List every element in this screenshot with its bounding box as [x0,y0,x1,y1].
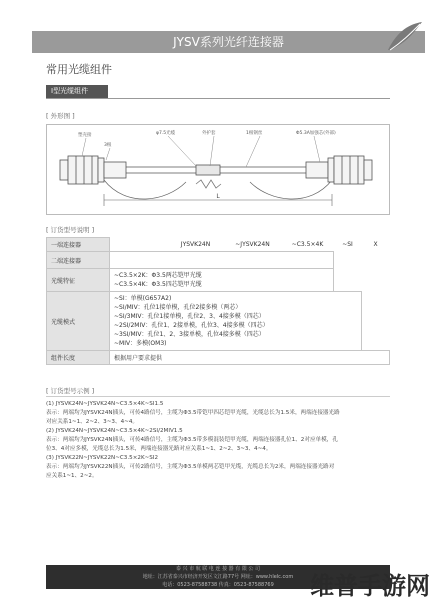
example-line: (1) JYSVK24N~JYSVK24N~C3.5×4K~SI1.5 [46,401,164,407]
example-line: 对应关系1~1、2~2、3~3、4~4。 [46,419,138,425]
code-cable: ~C3.5×4K [291,240,324,248]
section-divider [46,98,390,99]
mode-option: ~SI：单模(G657A2) [114,295,172,302]
table-row [47,238,390,252]
example-line: 应关系1~1、2~2。 [46,473,98,479]
table-row [47,269,390,292]
examples-list [46,400,390,481]
cable-option: ~C3.5×2K：Φ3.5两芯铠甲光缆 [114,272,202,279]
row-label: 二端连接器 [47,252,110,269]
callout-4: 1根钢丝 [246,131,263,136]
table-row [47,351,390,365]
table-row [47,252,390,269]
watermark: 维普手游网 [310,572,430,600]
code-connector-2: ~JYSVK24N [235,240,270,248]
cable-option: ~C3.5×4K：Φ3.5四芯铠甲光缆 [114,281,202,288]
row-label: 光缆特征 [47,269,110,292]
example-line: 位3、4对应多模，光缆总长为1.5米，两端连接器光路对应关系1~1、2~2、3~3、4~4。 [46,446,272,452]
example-line: (2) JYSVK24N~JYSVK24N~C3.5×4K~2SI/2MIV1.5 [46,428,183,434]
callout-0: 塑壳接 [78,133,92,138]
order-tag: [ 订货型号说明 ] [46,226,95,234]
example-line: 表示：两端均为JYSVK22N插头，可传2路信号，主缆为Φ3.5单模两芯铠甲光缆，光缆总长为2米，两端连接器光路对 [46,464,335,470]
cable-assembly-diagram [46,124,390,216]
left-connector [60,156,126,184]
row-label: 光缆模式 [47,292,110,351]
length-note: 根据用户要求提供 [110,351,390,365]
callout-1: 3根 [104,143,112,148]
order-table [46,237,390,365]
callout-3: 外护套 [202,131,216,136]
mode-option: ~MIV：多模(OM3) [114,340,167,347]
leaf-logo-icon [384,20,424,52]
mode-option: ~2SI/2MIV：孔位1、2接单模，孔位3、4接多模（四芯） [114,322,269,329]
callout-2: φ7.5光缆 [156,131,176,136]
page-subtitle: 常用光缆组件 [46,63,112,76]
example-line: 表示：两端均为JYSVK24N插头，可传4路信号，主缆为Φ3.5带多模混装铠甲光缆，两端连接器孔位1、2对应单模，孔 [46,437,338,443]
mode-option: ~3SI/MIV：孔位1、2、3接单模，孔位4接多模（四芯） [114,331,265,338]
example-line: (3) JYSVK22N~JYSVK22N~C3.5×2K~SI2 [46,455,159,461]
code-length: X [373,241,378,248]
page-title: JYSV系列光纤连接器 [173,35,284,49]
section-label: Ⅰ型光缆组件 [46,85,108,98]
footer-contact: 电话：0523-87588738 传真：0523-87588769 [162,582,274,588]
row-label: 组件长度 [47,351,110,365]
examples-divider [46,396,390,397]
callout-5: Φ5.3A加强芯(外部) [296,131,336,136]
row-label: 一端连接器 [47,238,110,252]
table-row [47,292,390,351]
mode-option: ~SI/MIV：孔位1接单模，孔位2接多模（两芯） [114,304,242,311]
cable [126,165,306,188]
dimension-label: L [216,193,220,200]
example-line: 表示：两端均为JYSVK24N插头，可传4路信号，主缆为Φ3.5带铠甲四芯铠甲光缆，光缆总长为1.5米，两端连接器光路 [46,410,340,416]
mode-option: ~SI/3MIV：孔位1接单模，孔位2、3、4接多模（四芯） [114,313,265,320]
footer-address: 地址：江苏省泰兴市经济开发区文江路77号 网址：www.hlelc.com [142,574,294,580]
code-connector-1: JYSVK24N [180,240,211,248]
right-connector [306,156,372,184]
examples-tag: [ 订货型号示例 ] [46,387,95,395]
footer-company: 泰 兴 市 航 联 电 连 接 器 有 限 公 司 [175,566,261,572]
diagram-tag: [ 外形图 ] [46,112,75,120]
code-mode: ~SI [342,241,353,248]
